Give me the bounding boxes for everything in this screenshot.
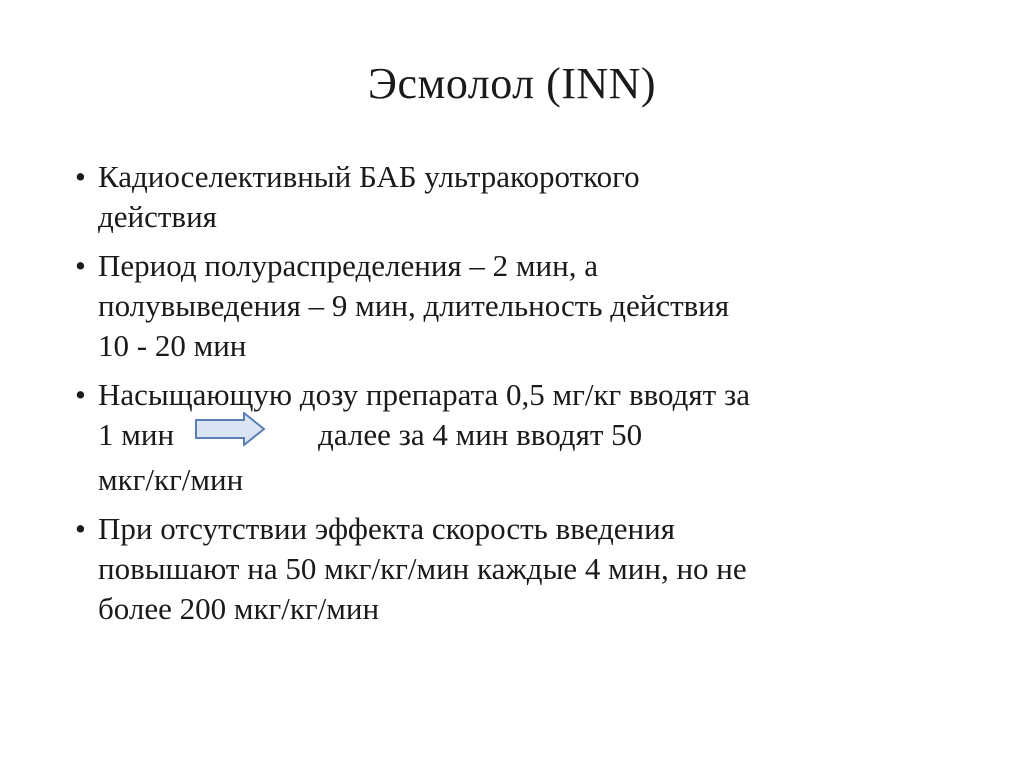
- bullet-dot: •: [75, 248, 86, 283]
- bullet-text-segment: 1 мин: [98, 417, 175, 452]
- bullet-item-4: [75, 509, 955, 629]
- bullet-text-line: Насыщающую дозу препарата 0,5 мг/кг вводят за: [98, 377, 750, 412]
- bullet-text-line: действия: [98, 199, 217, 234]
- slide-title: Эсмолол (INN): [367, 59, 657, 108]
- bullet-text-line: повышают на 50 мкг/кг/мин каждые 4 мин, но не: [98, 550, 747, 586]
- bullet-item-2: [75, 246, 955, 366]
- bullet-dot: •: [75, 377, 86, 412]
- right-arrow-icon: [194, 412, 266, 456]
- bullet-text-line: Кадиоселективный БАБ ультракороткого: [98, 159, 640, 194]
- bullet-text-line: Период полураспределения – 2 мин, а: [98, 248, 598, 283]
- bullet-dot: •: [75, 510, 86, 546]
- bullet-text-line: более 200 мкг/кг/мин: [98, 590, 380, 626]
- bullet-item-1: [75, 157, 955, 237]
- bullet-item-3: [75, 375, 955, 500]
- bullet-text-line-with-arrow: [98, 415, 955, 460]
- bullet-text-line: полувыведения – 9 мин, длительность действия: [98, 288, 730, 323]
- bullet-text-line: При отсутствии эффекта скорость введения: [98, 510, 675, 546]
- bullet-dot: •: [75, 159, 86, 194]
- bullet-text-line: мкг/кг/мин: [98, 461, 244, 497]
- bullet-text-segment: далее за 4 мин вводят 50: [318, 417, 643, 452]
- bullet-list: [75, 157, 955, 638]
- bullet-text-line: 10 - 20 мин: [98, 328, 247, 363]
